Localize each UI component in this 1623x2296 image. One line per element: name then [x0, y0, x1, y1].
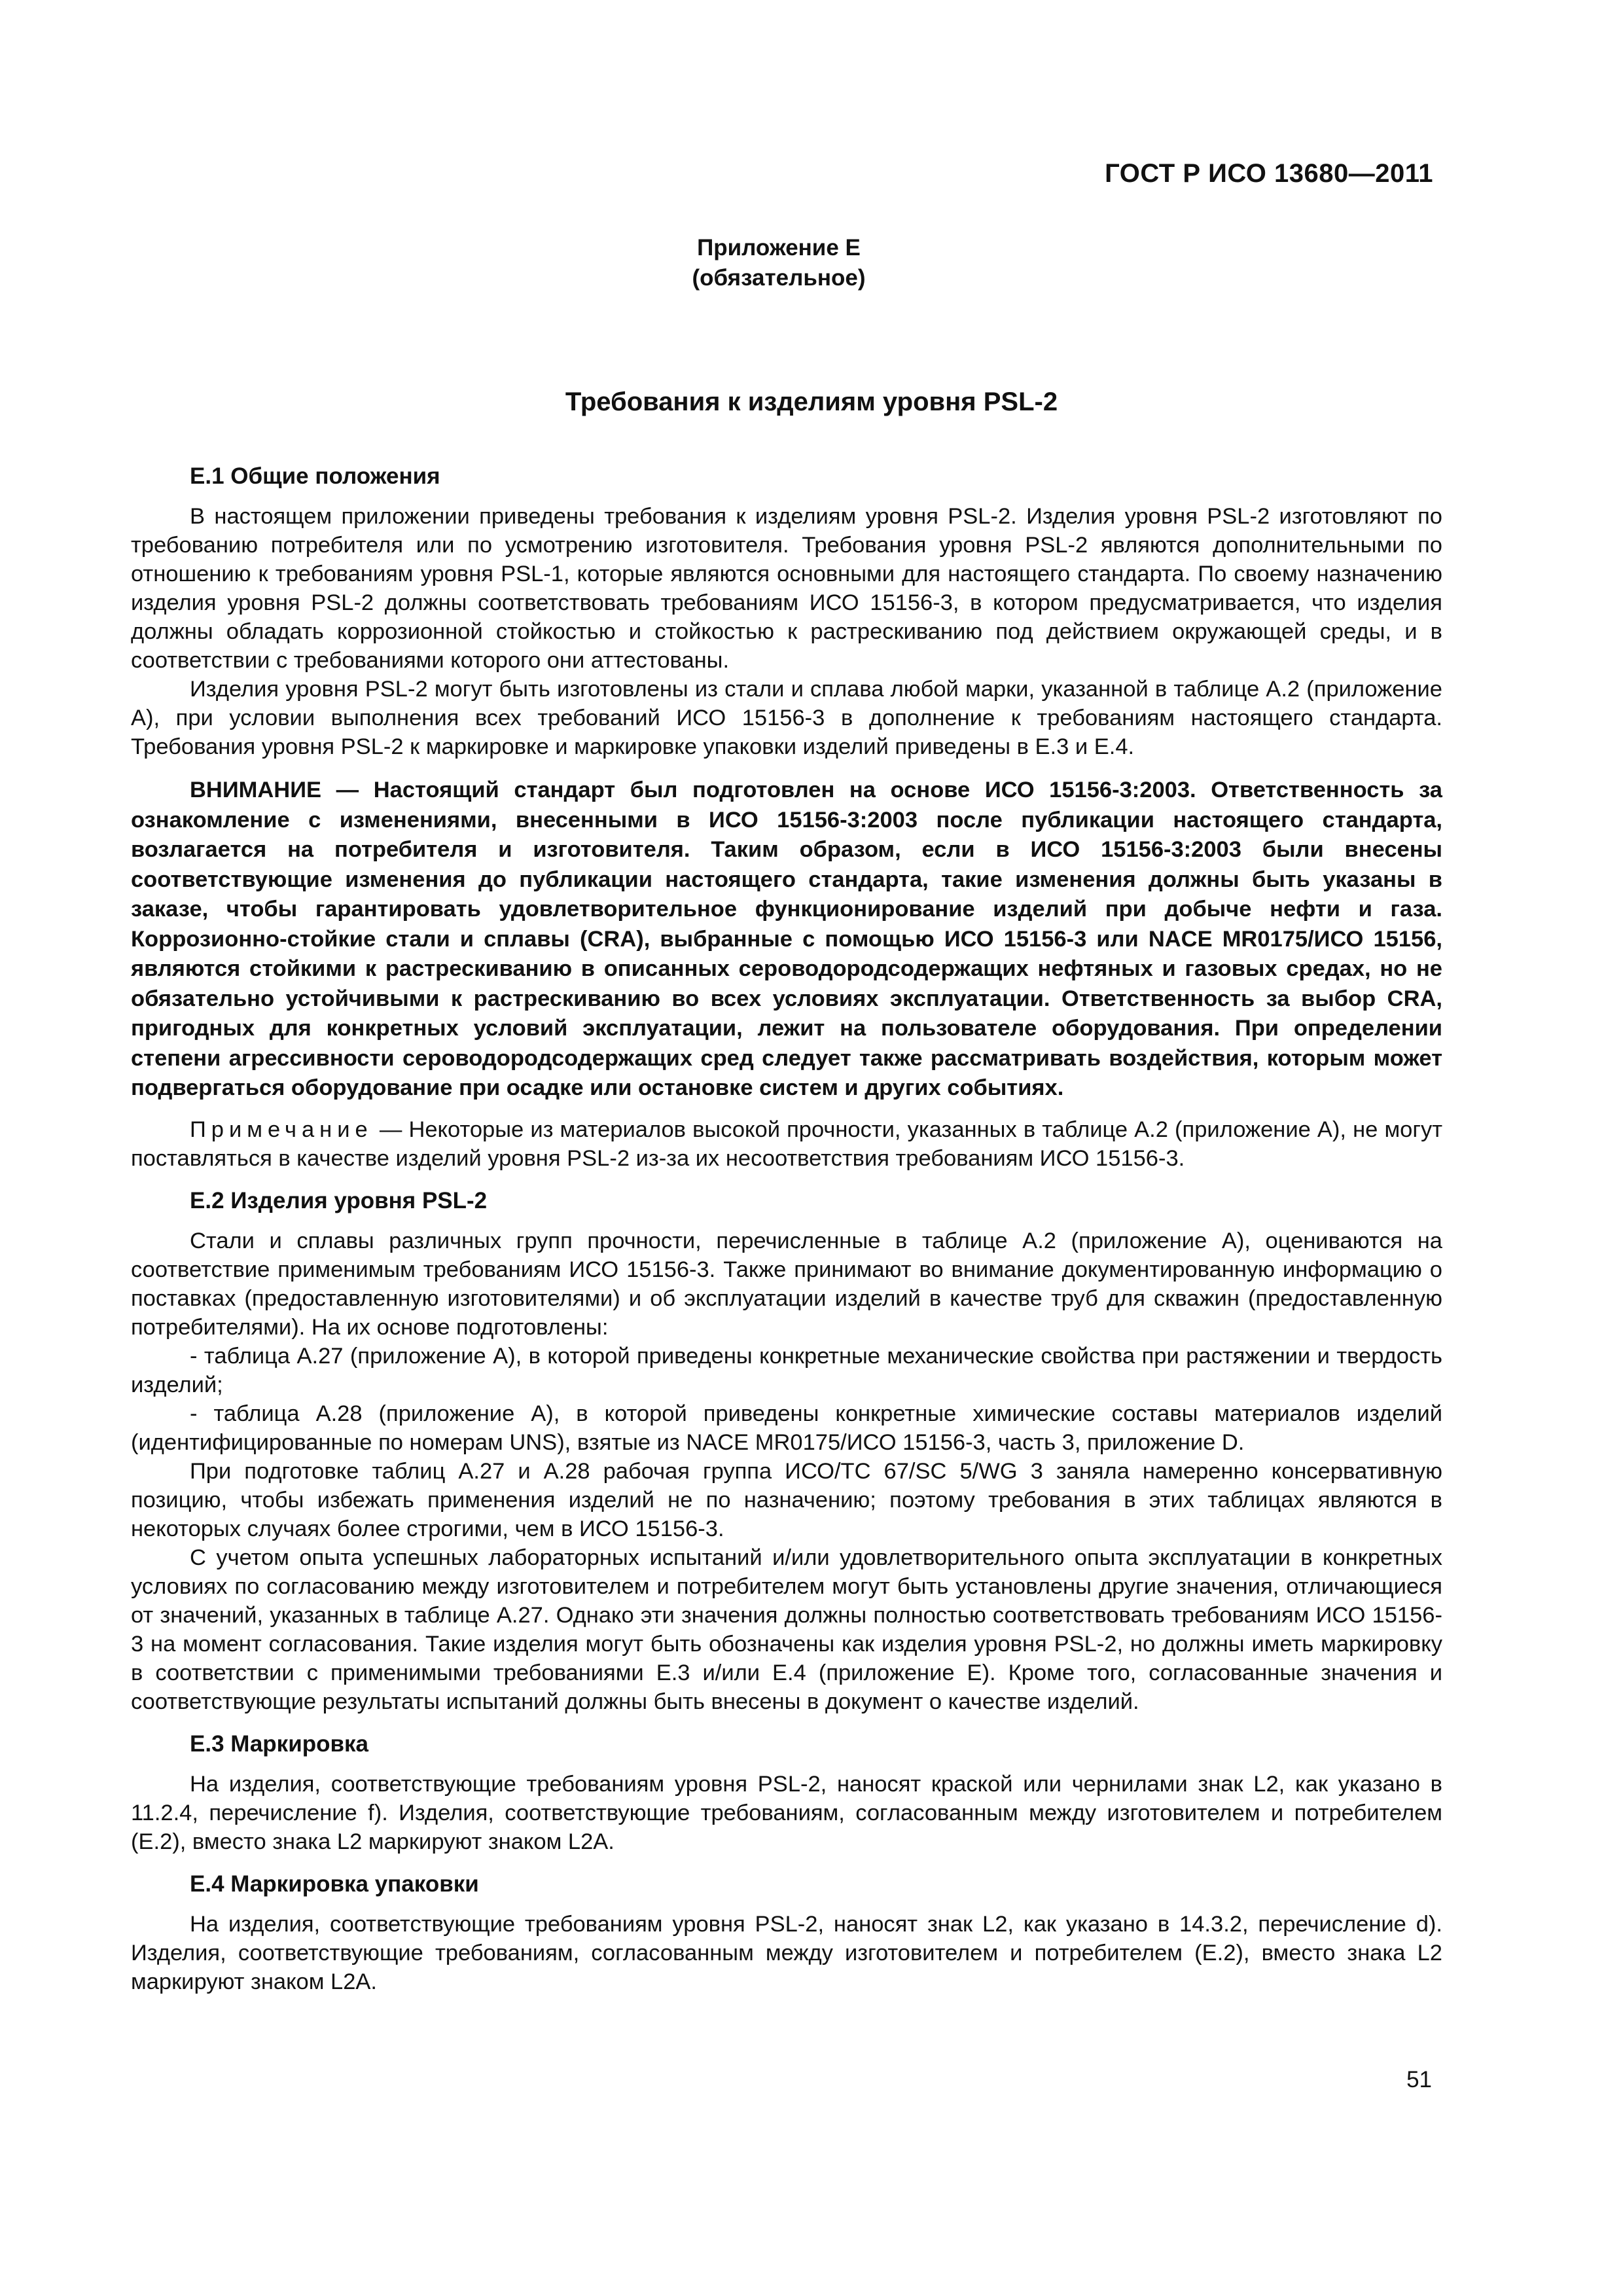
- paragraph: На изделия, соответствующие требованиям уровня PSL-2, наносят знак L2, как указано в 14.3.2, перечисление d). Изделия, соответствующие требованиям, согласованным между изготовителем и потребителем (Е.2), вместо знака L2 маркируют знаком L2A.: [131, 1911, 1442, 1994]
- list-item: - таблица А.28 (приложение А), в которой приведены конкретные химические составы материалов изделий (идентифицированные по номерам UNS), взятые из NACE MR0175/ИСО 15156-3, часть 3, приложение D.: [131, 1401, 1442, 1455]
- document-code: ГОСТ Р ИСО 13680—2011: [1105, 159, 1433, 188]
- paragraph: Изделия уровня PSL-2 могут быть изготовлены из стали и сплава любой марки, указанной в таблице А.2 (приложение А), при условии выполнения всех требований ИСО 15156-3 в дополнение к требованиям настоящего стандарта. Требования уровня PSL-2 к маркировке и маркировке упаковки изделий приведены в Е.3 и Е.4.: [131, 677, 1442, 759]
- note-text: — Некоторые из материалов высокой прочности, указанных в таблице А.2 (приложение А), не могут поставляться в качестве изделий уровня PSL-2 из-за их несоответствия требованиям ИСО 15156-3.: [131, 1117, 1442, 1171]
- annex-header: [681, 233, 877, 293]
- paragraph: В настоящем приложении приведены требования к изделиям уровня PSL-2. Изделия уровня PSL-2 изготовляют по требованию потребителя или по усмотрению изготовителя. Требования уровня PSL-2 являются дополнительными по отношению к требованиям уровня PSL-1, которые являются основными для настоящего стандарта. По своему назначению изделия уровня PSL-2 должны соответствовать требованиям ИСО 15156-3, в котором предусматривается, что изделия должны обладать коррозионной стойкостью и стойкостью к растрескиванию под действием окружающей среды, и в соответствии с требованиями которого они аттестованы.: [131, 504, 1442, 673]
- paragraph: На изделия, соответствующие требованиям уровня PSL-2, наносят краской или чернилами знак L2, как указано в 11.2.4, перечисление f). Изделия, соответствующие требованиям, согласованным между изготовителем и потребителем (Е.2), вместо знака L2 маркируют знаком L2A.: [131, 1771, 1442, 1854]
- warning-block: ВНИМАНИЕ — Настоящий стандарт был подготовлен на основе ИСО 15156-3:2003. Ответственность за ознакомление с изменениями, внесенными в ИСО 15156-3:2003 после публикации настоящего стандарта, возлагается на потребителя и изготовителя. Таким образом, если в ИСО 15156-3:2003 были внесены соответствующие изменения до публикации настоящего стандарта, такие изменения должны быть указаны в заказе, чтобы гарантировать удовлетворительное функционирование изделий при добыче нефти и газа. Коррозионно-стойкие стали и сплавы (CRA), выбранные с помощью ИСО 15156-3 или NACE MR0175/ИСО 15156, являются стойкими к растрескиванию в описанных сероводородсодержащих нефтяных и газовых средах, но не обязательно устойчивыми к растрескиванию во всех условиях эксплуатации. Ответственность за выбор CRA, пригодных для конкретных условий эксплуатации, лежит на пользователе оборудования. При определении степени агрессивности сероводородсодержащих сред следует также рассматривать воздействия, которым может подвергаться оборудование при осадке или остановке систем и других событиях.: [131, 778, 1442, 1100]
- annex-title: Требования к изделиям уровня PSL-2: [565, 387, 1058, 416]
- section-heading-e1: Е.1 Общие положения: [190, 463, 440, 489]
- section-heading-e4: Е.4 Маркировка упаковки: [190, 1871, 479, 1897]
- page-number: 51: [1406, 2067, 1432, 2092]
- note: [131, 1115, 1442, 1173]
- annex-label: Приложение Е: [697, 235, 861, 260]
- section-heading-e2: Е.2 Изделия уровня PSL-2: [190, 1187, 488, 1213]
- paragraph: С учетом опыта успешных лабораторных испытаний и/или удовлетворительного опыта эксплуатации в конкретных условиях по согласованию между изготовителем и потребителем могут быть установлены другие значения, отличающиеся от значений, указанных в таблице А.27. Однако эти значения должны полностью соответствовать требованиям ИСО 15156-3 на момент согласования. Такие изделия могут быть обозначены как изделия уровня PSL-2, но должны иметь маркировку в соответствии с применимыми требованиями Е.3 и/или Е.4 (приложение Е). Кроме того, согласованные значения и соответствующие результаты испытаний должны быть внесены в документ о качестве изделий.: [131, 1545, 1442, 1714]
- section-heading-e3: Е.3 Маркировка: [190, 1731, 368, 1757]
- paragraph: Стали и сплавы различных групп прочности, перечисленные в таблице А.2 (приложение А), оцениваются на соответствие применимым требованиям ИСО 15156-3. Также принимают во внимание документированную информацию о поставках (предоставленную изготовителями) и об эксплуатации изделий в качестве труб для скважин (предоставленную потребителями). На их основе подготовлены:: [131, 1228, 1442, 1340]
- annex-status: (обязательное): [692, 265, 866, 291]
- list-item: - таблица А.27 (приложение А), в которой приведены конкретные механические свойства при растяжении и твердость изделий;: [131, 1343, 1442, 1397]
- paragraph: При подготовке таблиц А.27 и А.28 рабочая группа ИСО/ТС 67/SC 5/WG 3 заняла намеренно консервативную позицию, чтобы избежать применения изделий не по назначению; поэтому требования в этих таблицах являются в некоторых случаях более строгими, чем в ИСО 15156-3.: [131, 1458, 1442, 1541]
- document-body: [131, 461, 1442, 1996]
- note-label: Примечание: [190, 1117, 373, 1142]
